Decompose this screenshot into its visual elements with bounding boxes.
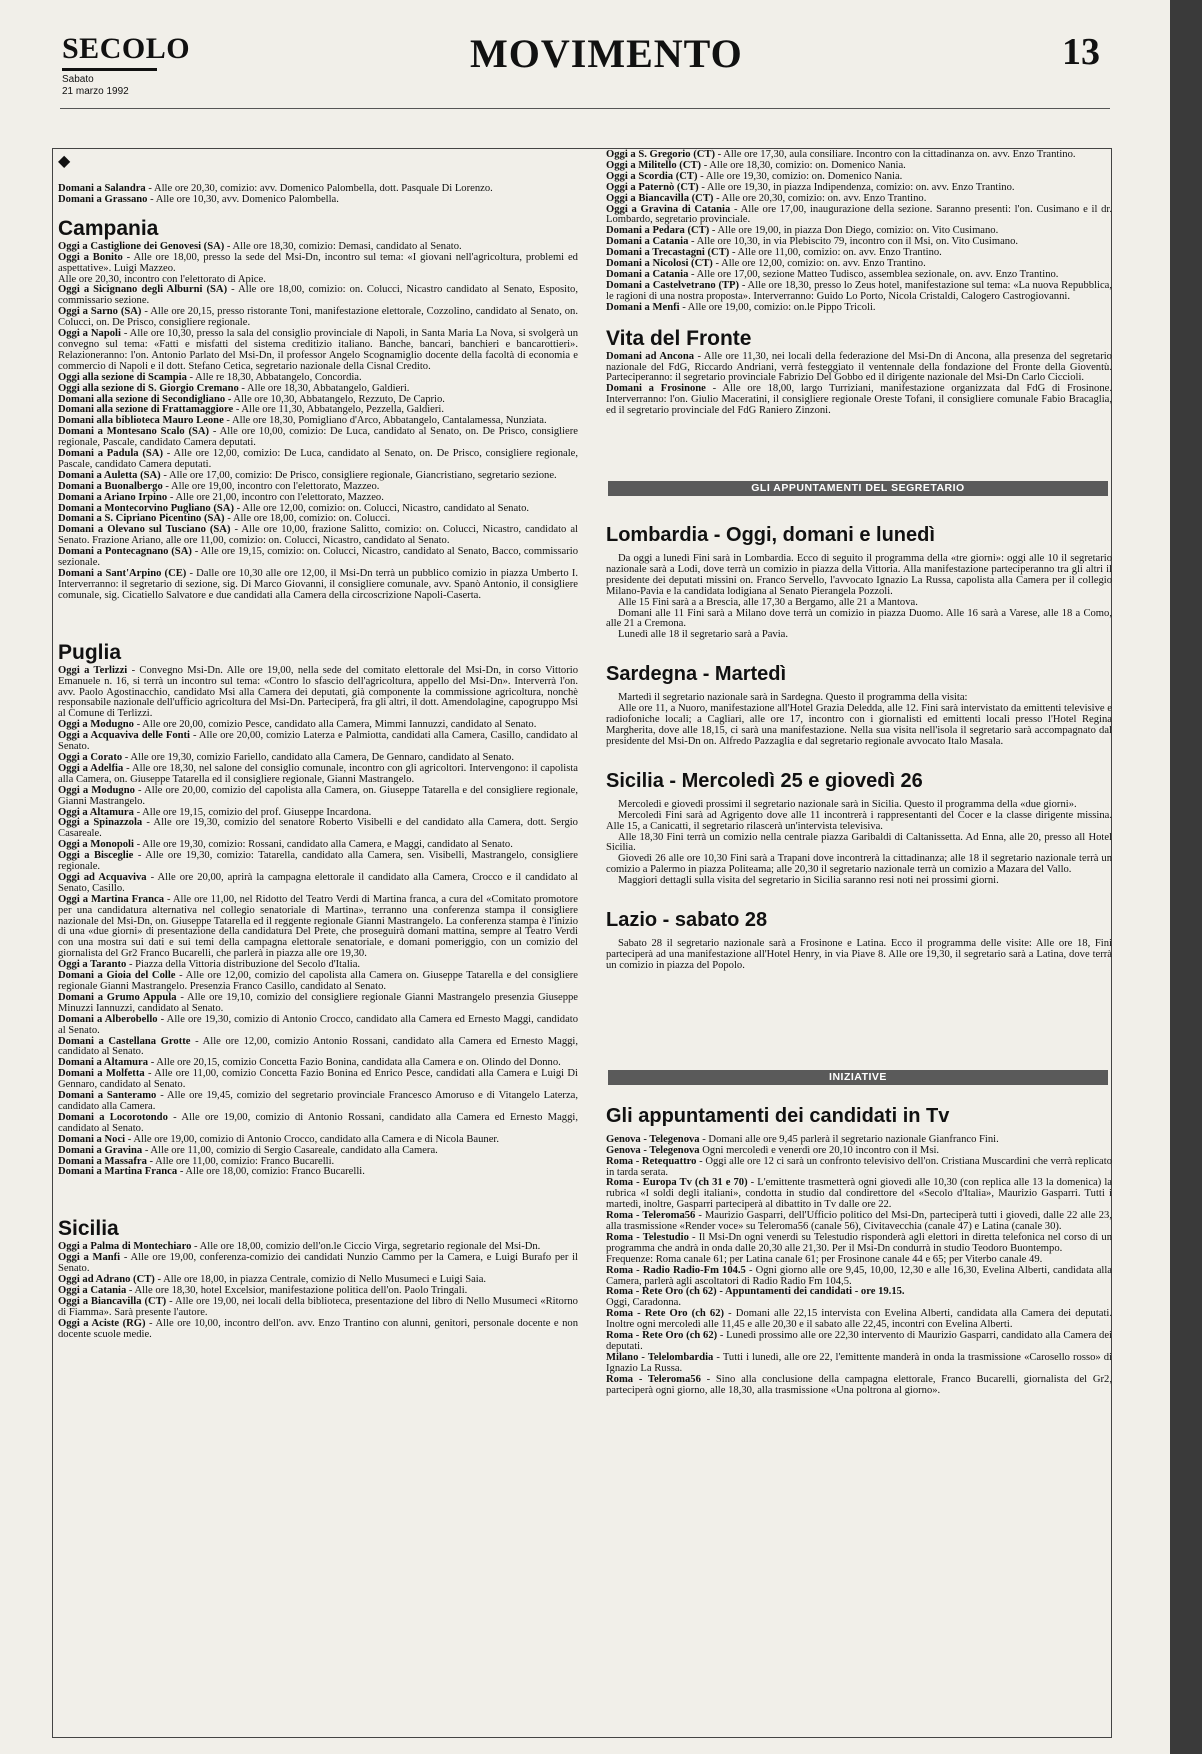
entry-text: - Alle ore 17,00, sezione Matteo Tudisco, assemblea sezionale, on. avv. Enzo Trantino. <box>688 268 1059 280</box>
entry-place: Oggi a Militello (CT) <box>606 159 702 171</box>
entry-text: - Alle ore 20,00, comizio Laterza e Palmiotta, candidati alla Camera, Casillo, candidato al Senato. <box>58 730 578 753</box>
entry-place: Domani a Grumo Appula <box>58 991 177 1003</box>
entry-place: Roma - Teleroma56 <box>606 1210 696 1222</box>
entry-place: Oggi a Manfi <box>58 1252 121 1264</box>
entry-place: Oggi a Monopoli <box>58 839 134 851</box>
entry-text: - Alle ore 19,00, comizio: on.le Pippo Tricoli. <box>679 301 876 313</box>
entry-text: - Alle ore 20,00, comizio del capolista alla Camera, on. Giuseppe Tatarella e del consigliere regionale, Gianni Mastrangelo. <box>58 784 579 807</box>
entry-text: Oggi, Caradonna. <box>606 1297 682 1309</box>
listing-entry <box>58 525 578 547</box>
listing-entry <box>58 818 578 840</box>
entry-place: Oggi a Biancavilla (CT) <box>58 1295 167 1307</box>
masthead-underline <box>62 68 157 71</box>
page-number: 13 <box>1062 31 1100 73</box>
entry-place: Oggi a Modugno <box>58 784 135 796</box>
entry-text: - Alle ore 19,15, comizio del prof. Giuseppe Incardona. <box>133 806 372 818</box>
listing-entry <box>606 303 1112 314</box>
entry-text: - Alle ore 17,30, aula consiliare. Incontro con la cittadinanza on. avv. Enzo Trantino. <box>714 149 1076 160</box>
entry-text: - Alle ore 19,00, in piazza Don Diego, comizio: on. Vito Cusimano. <box>709 225 999 237</box>
entry-place: Oggi a Palma di Montechiaro <box>58 1241 192 1253</box>
entry-text: - Maurizio Gasparri, dell'Ufficio politico del Msi-Dn, parteciperà tutti i giovedì, dalle 22 alle 23, alla trasmissione «Render voce» su Teleroma56 (canale 56), Civitavecchia (canale 47) e Latina (canale 30). <box>606 1210 1112 1233</box>
listing-entry <box>58 1037 578 1059</box>
entry-place: Oggi a Bonito <box>58 251 123 263</box>
entry-text: - Alle ore 19,00, incontro con l'elettorato, Mazzeo. <box>162 480 380 492</box>
listing-entry <box>606 1157 1112 1179</box>
entry-text: - Domani alle ore 9,45 parlerà il segretario nazionale Gianfranco Fini. <box>699 1133 999 1145</box>
vita-title: Vita del Fronte <box>606 326 752 350</box>
entry-place: Domani a Catania <box>606 236 689 248</box>
entry-place: Roma - Rete Oro (ch 62) - Appuntamenti dei candidati - ore 19.15. <box>606 1286 905 1298</box>
entry-place: Domani a Frosinone <box>606 383 706 395</box>
entry-text: - Alle ore 21,00, incontro con l'elettorato, Mazzeo. <box>167 491 384 503</box>
listing-entry <box>58 1015 578 1037</box>
date-day: Sabato <box>62 74 94 85</box>
listing-entry <box>58 427 578 449</box>
entry-place: Oggi a Modugno <box>58 719 134 731</box>
segretario-paragraph: Maggiori dettagli sulla visita del segretario in Sicilia saranno resi noti nei prossimi giorni. <box>618 875 999 887</box>
section-title: MOVIMENTO <box>470 31 743 76</box>
entry-place: Oggi a Martina Franca <box>58 893 164 905</box>
page-header <box>60 22 1110 100</box>
entry-text: - Il Msi-Dn ogni venerdì su Telestudio risponderà agli elettori in diretta telefonica nel corso di un programma che andrà in onda dalle 20,30 alle 21,30. Per il Msi-Dn condurrà in studio Teodoro Buontempo. <box>606 1231 1112 1254</box>
entry-place: Domani a Gravina <box>58 1144 143 1156</box>
right-column <box>606 150 1112 1397</box>
entry-place: Domani alla sezione di Secondigliano <box>58 393 226 405</box>
entry-place: Domani a Martina Franca <box>58 1166 178 1178</box>
header-rule <box>60 108 1110 109</box>
entry-text: - Piazza della Vittoria distribuzione del Secolo d'Italia. <box>126 959 361 971</box>
entry-place: Oggi alla sezione di Scampia <box>58 371 187 383</box>
entry-text: - Alle ore 18,00, in piazza Centrale, comizio di Nello Musumeci e Luigi Saia. <box>154 1274 487 1286</box>
left-column <box>58 150 578 1340</box>
entry-place: Domani alla sezione di Frattamaggiore <box>58 404 234 416</box>
segretario-heading: Lombardia - Oggi, domani e lunedì <box>606 524 935 547</box>
entry-place: Domani a Sant'Arpino (CE) <box>58 568 187 579</box>
entry-text: - Alle ore 18,00, comizio: Franco Bucarelli. <box>177 1166 365 1178</box>
entry-text: - Alle ore 20,30, comizio: avv. Domenico Palombella, dott. Pasquale Di Lorenzo. <box>145 183 493 194</box>
entry-place: Genova - Telegenova <box>606 1133 700 1145</box>
entry-text: - Alle ore 12,00, comizio Antonio Rossani, candidato alla Camera ed Ernesto Maggi, candidato al Senato. <box>58 1035 578 1058</box>
entry-text: - Alle ore 20,00, aprirà la campagna elettorale il candidato alla Camera, Crocco e il candidato al Senato, Casillo. <box>58 871 579 894</box>
entry-place: Milano - Telelombardia <box>606 1351 714 1363</box>
entry-text: - Alle ore 18,00, comizio: on. Colucci, Nicastro candidato al Senato, Esposito, commissario sezione. <box>58 284 578 307</box>
entry-place: Roma - Europa Tv (ch 31 e 70) <box>606 1177 748 1189</box>
entry-place: Domani a Montesano Scalo (SA) <box>58 426 210 438</box>
entry-text: - Alle ore 11,00, comizio Concetta Fazio Bonina ed Enrico Pesce, candidati alla Camera e Luigi Di Gennaro, candidato al Senato. <box>58 1068 578 1091</box>
entry-place: Domani a Pedara (CT) <box>606 225 710 237</box>
segretario-heading: Lazio - sabato 28 <box>606 909 768 932</box>
entry-text: - Alle ore 18,30, comizio: on. Domenico Nania. <box>701 159 906 171</box>
listing-entry <box>606 1375 1112 1397</box>
diamond-bullet-icon: ◆ <box>58 153 71 170</box>
entry-place: Domani a Montecorvino Pugliano (SA) <box>58 502 234 514</box>
entry-text: Alle ore 20,30, incontro con l'elettorato di Apice. <box>58 273 266 285</box>
segretario-paragraph: Domani alle 11 Fini sarà a Milano dove terrà un comizio in piazza Duomo. Alle 16 sarà a Varese, alle 18 a Como, alle 21 a Cremona. <box>606 607 1112 630</box>
regions <box>58 218 578 1341</box>
listing-entry <box>58 449 578 471</box>
entry-place: Domani a Ariano Irpino <box>58 491 168 503</box>
segretario-paragraph: Alle ore 11, a Nuoro, manifestazione all'Hotel Grazia Deledda, alle 12. Fini sarà intervistato da emittenti televisive e radiofoniche locali; a Cagliari, alle ore 17, incontro con i giornalisti ed emittenti locali presso l'Hotel Regina Margherita, dove alle 18,15, ci sarà una manifestazione. Nella sua visita nell'isola il segretario sarà accompagnato dal presidente del Msi-Dn on. Alfredo Pazzaglia e dal segretario regionale avvocato Italo Masala. <box>606 703 1112 747</box>
listing-entry <box>58 851 578 873</box>
entry-text: - Alle ore 18,30, comizio: Demasi, candidato al Senato. <box>224 240 462 252</box>
listing-entry <box>606 1287 1112 1298</box>
entry-text: - Alle ore 10,00, frazione Salitto, comizio: on. Colucci, Nicastro, candidato al Senato. Frazione Ariano, alle ore 11,00, comizio: on. Colucci, Nicastro, candidato al Senato. <box>58 524 578 547</box>
entry-place: Oggi a Bisceglie <box>58 850 134 862</box>
entry-place: Oggi ad Adrano (CT) <box>58 1274 155 1286</box>
entry-place: Domani alla biblioteca Mauro Leone <box>58 415 224 427</box>
entry-place: Domani a Castelvetrano (TP) <box>606 279 740 291</box>
entry-text: - Alle ore 20,30, comizio: on. avv. Enzo Trantino. <box>713 192 927 204</box>
entry-text: - Alle ore 19,30, comizio del senatore Roberto Visibelli e del candidato alla Camera, dott. Sergio Casareale. <box>58 817 578 840</box>
entry-text: - Alle ore 12,00, comizio: on. avv. Enzo Trantino. <box>712 258 926 270</box>
entry-place: Domani a Trecastagni (CT) <box>606 247 730 259</box>
listing-entry <box>58 1167 578 1178</box>
listing-entry <box>58 1297 578 1319</box>
tv-title: Gli appuntamenti dei candidati in Tv <box>606 1104 950 1127</box>
entry-place: Oggi a Paternò (CT) <box>606 181 699 193</box>
entry-text: - Alle ore 19,00, conferenza-comizio dei candidati Nunzio Cammo per la Camera, e Luigi Burafo per il Senato. <box>58 1252 578 1275</box>
entry-text: - Alle ore 11,30, nei locali della federazione del Msi-Dn di Ancona, alla presenza del segretario nazionale del FdG, Riccardo Andriani, verrà festeggiato il ventennale della fondazione del Fronte della Gioventù. Parteciperanno: il segretario provinciale Fabrizio Del Gobbo ed il dirigente nazionale del Msi-Dn Carlo Ciccioli. <box>606 350 1112 384</box>
entry-place: Oggi a Adelfia <box>58 762 124 774</box>
entry-text: - Oggi alle ore 12 ci sarà un confronto televisivo dell'on. Cristiana Muscardini che verrà replicato in tarda serata. <box>606 1155 1112 1178</box>
segretario-section <box>606 524 1112 972</box>
entry-text: - Alle ore 12,00, comizio del capolista alla Camera on. Giuseppe Tatarella e del consigliere regionale Gianni Mastrangelo. Presenzia Franco Casillo, candidato al Senato. <box>58 970 579 992</box>
listing-entry <box>58 329 578 373</box>
scan-edge <box>1170 0 1202 1754</box>
entry-text: - Alle ore 19,30, comizio: Rossani, candidato alla Camera, e Maggi, candidato al Senato. <box>133 839 513 851</box>
entry-text: - Alle ore 18,00, comizio: on. Colucci. <box>224 513 391 525</box>
region-heading: Campania <box>58 216 159 240</box>
entry-place: Oggi a Aciste (RG) <box>58 1317 146 1329</box>
listing-entry <box>58 1113 578 1135</box>
entry-text: - Alle ore 11,00, comizio: on. avv. Enzo Trantino. <box>729 247 942 259</box>
listing-entry <box>606 1331 1112 1353</box>
entry-place: Domani a Salandra <box>58 183 146 194</box>
entry-place: Roma - Teleroma56 <box>606 1373 701 1385</box>
listing-entry <box>58 1069 578 1091</box>
segretario-paragraph: Sabato 28 il segretario nazionale sarà a Frosinone e Latina. Ecco il programma delle visite: Alle ore 18, Fini parteciperà ad una manifestazione all'Hotel Henry, in via Piave 8. Alle ore 19,30, il segretario sarà a Latina, dove terrà un comizio in piazza del Popolo. <box>606 938 1112 971</box>
listing-entry <box>58 666 578 721</box>
segretario-heading: Sicilia - Mercoledì 25 e giovedì 26 <box>606 769 923 792</box>
entry-place: Domani a Santeramo <box>58 1090 157 1102</box>
entry-place: Domani a Grassano <box>58 193 148 205</box>
listing-entry <box>58 307 578 329</box>
entry-text: - Alle ore 18,30, Pomigliano d'Arco, Abbatangelo, Cantalamessa, Nunziata. <box>223 415 547 427</box>
entry-text: - Alle ore 10,30, in via Plebiscito 79, incontro con il Msi, on. Vito Cusimano. <box>688 236 1019 248</box>
listing-entry <box>606 205 1112 227</box>
entry-place: Roma - Radio Radio-Fm 104.5 <box>606 1264 746 1276</box>
listing-entry <box>58 285 578 307</box>
entry-text: - Alle ore 11,30, Abbatangelo, Pezzella, Galdieri. <box>233 404 444 416</box>
entry-text: - Alle ore 20,15, presso ristorante Toni, manifestazione elettorale, Cozzolino, candidato al Senato, on. Colucci, on. De Prisco, consigliere regionale. <box>58 306 578 329</box>
listing-entry <box>606 1211 1112 1233</box>
date-full: 21 marzo 1992 <box>62 86 129 97</box>
listing-entry <box>606 384 1112 417</box>
entry-text: - Alle ore 18,30, nel salone del consiglio comunale, incontro con gli agricoltori. Intervengono: il capolista alla Camera, on. Giuseppe Tatarella ed il consigliere regionale, Gianni Mastrangelo. <box>58 762 578 785</box>
entry-text: - Alle ore 18,30, hotel Excelsior, manifestazione politica dell'on. Paolo Tringali. <box>126 1284 468 1296</box>
listing-entry <box>58 1319 578 1341</box>
entry-place: Oggi a S. Gregorio (CT) <box>606 149 715 160</box>
listing-entry <box>606 1178 1112 1211</box>
entry-place: Roma - Rete Oro (ch 62) <box>606 1308 725 1320</box>
entry-text: - Alle ore 19,10, comizio del consigliere regionale Gianni Mastrangelo presenzia Giuseppe Minuzzi Iannuzzi, candidato al Senato. <box>58 991 578 1014</box>
entry-text: - Lunedì prossimo alle ore 22,30 intervento di Maurizio Gasparri, candidato alla Camera dei deputati. <box>606 1330 1112 1352</box>
entry-place: Domani a Alberobello <box>58 1013 158 1025</box>
listing-entry <box>58 195 578 206</box>
entry-place: Genova - Telegenova <box>606 1144 700 1156</box>
listing-entry <box>58 764 578 786</box>
entry-place: Oggi a Scordia (CT) <box>606 170 698 182</box>
band-iniziative: INIZIATIVE <box>608 1070 1108 1085</box>
listing-entry <box>58 731 578 753</box>
listing-entry <box>606 1266 1112 1288</box>
segretario-paragraph: Alle 15 Fini sarà a a Brescia, alle 17,30 a Bergamo, alle 21 a Mantova. <box>618 596 918 608</box>
listing-entry <box>58 895 578 960</box>
entry-place: Oggi a Sicignano degli Alburni (SA) <box>58 284 228 296</box>
entry-place: Domani a Gioia del Colle <box>58 970 176 982</box>
entry-place: Domani a Padula (SA) <box>58 448 163 460</box>
listing-entry <box>58 971 578 993</box>
entry-place: Roma - Rete Oro (ch 62) <box>606 1330 718 1342</box>
listing-entry <box>606 281 1112 303</box>
listing-entry <box>58 993 578 1015</box>
entry-text: - Alle ore 18,00, comizio dell'on.le Ciccio Virga, segretario regionale del Msi-Dn. <box>191 1241 541 1253</box>
entry-place: Domani a Nicolosi (CT) <box>606 258 713 270</box>
entry-text: - Alle ore 20,00, comizio Pesce, candidato alla Camera, Mimmi Iannuzzi, candidato al Senato. <box>133 719 537 731</box>
entry-text: - Alle ore 19,00, comizio di Antonio Crocco, candidato alla Camera e di Nicola Bauner. <box>125 1133 500 1145</box>
entry-text: - Alle ore 10,30, Abbatangelo, Rezzuto, De Caprio. <box>225 393 445 405</box>
band-segretario: GLI APPUNTAMENTI DEL SEGRETARIO <box>608 481 1108 496</box>
entry-text: - Alle ore 19,15, comizio: on. Colucci, Nicastro, candidato al Senato, Bacco, commissario sezionale. <box>58 546 578 569</box>
entry-text: - Alle ore 12,00, comizio: De Luca, candidato al Senato, on. De Prisco, consigliere regionale, Pascale, candidato Camera deputati. <box>58 448 578 470</box>
entry-text: - Alle ore 10,00, comizio: De Luca, candidato al Senato, on. De Prisco, consigliere regionale, Pascale, candidato Camera deputati. <box>58 426 578 449</box>
entry-text: - Alle ore 11,00, nel Ridotto del Teatro Verdi di Martina franca, a cura del «Comitato promotore per una candidatura alternativa nel collegio senatoriale di Martina», terranno una conferenza stampa il consigliere nazionale del Msi-Dn, on. Giuseppe Tatarella ed il reggente regionale Gianni Mastrangelo. La conferenza stampa è l'inizio di una «due giorni» di presentazione della candidatura Del Prete, che proseguirà domani mattina, sempre al Teatro Verdi con una mostra sui dati e sui temi della campagna elettorale senatoriale, e domani pomeriggio, con un comizio del giornalista del Gr2 Franco Bucarelli, che parlerà in piazza alle ore 19,30. <box>58 893 578 960</box>
entry-place: Domani a Locorotondo <box>58 1111 168 1123</box>
entry-text: - Alle ore 19,30, comizio: on. Domenico Nania. <box>697 170 903 182</box>
listing-entry <box>58 569 578 602</box>
entry-text: - Alle ore 11,00, comizio di Sergio Casareale, candidato alla Camera. <box>142 1144 438 1156</box>
entry-place: Domani a Olevano sul Tusciano (SA) <box>58 524 231 536</box>
listing-entry <box>58 547 578 569</box>
listing-entry <box>606 352 1112 385</box>
entry-text: Frequenze: Roma canale 61; per Latina canale 61; per Frosinone canale 44 e 65; per Viterbo canale 49. <box>606 1253 1043 1265</box>
entry-place: Domani a Altamura <box>58 1057 149 1069</box>
entry-place: Oggi a Castiglione dei Genovesi (SA) <box>58 240 225 252</box>
entry-text: - Alle ore 10,30, avv. Domenico Palombella. <box>147 193 339 205</box>
entry-place: Oggi a Taranto <box>58 959 127 971</box>
entry-place: Oggi a Terlizzi <box>58 664 128 676</box>
entry-place: Domani a Buonalbergo <box>58 480 163 492</box>
entry-place: Oggi a Corato <box>58 751 123 763</box>
entry-place: Roma - Telestudio <box>606 1231 689 1243</box>
entry-place: Oggi alla sezione di S. Giorgio Cremano <box>58 382 239 394</box>
entry-text: - Alle ore 11,00, comizio: Franco Bucarelli. <box>146 1155 335 1167</box>
entry-text: - Alle ore 18,30, presso lo Zeus hotel, manifestazione sul tema: «La nuova Repubblica, le ragioni di una nostra proposta». Interverranno: Guido Lo Porto, Nicola Cristaldi, Calogero Castrogiovanni. <box>606 279 1112 302</box>
entry-text: - Alle ore 17,00, comizio: De Prisco, consigliere regionale, Giancristiano, segretario sezione. <box>160 469 557 481</box>
entry-text: - Alle ore 19,30, comizio: Tatarella, candidato alla Camera, sen. Visibelli, Mastrangelo, consigliere regionale. <box>58 850 578 873</box>
entry-place: Roma - Retequattro <box>606 1155 697 1167</box>
entry-text: - Alle ore 10,30, presso la sala del consiglio provinciale di Napoli, in Santa Maria La Nova, si svolgerà un convegno sul tema: «Fatti e misfatti del sistema creditizio italiano. Banche, bancari, banchieri e bancarottieri». Relazioneranno: l'on. Antonio Parlato del Msi-Dn, il professor Angelo Scognamiglio docente della facoltà di economia e commercio di Napoli e il dott. Stefano Cetica, segretario nazionale della Cisnal Credito. <box>58 328 578 372</box>
entry-place: Oggi a Altamura <box>58 806 134 818</box>
entry-place: Oggi a Gravina di Catania <box>606 203 731 215</box>
vita-entries <box>606 352 1112 417</box>
entry-place: Domani a Pontecagnano (SA) <box>58 546 192 558</box>
segretario-paragraph: Mercoledì e giovedì prossimi il segretario nazionale sarà in Sicilia. Questo il programma della «due giorni». <box>618 798 1077 810</box>
entry-text: - Alle ore 20,15, comizio Concetta Fazio Bonina, candidata alla Camera e on. Olindo del Donno. <box>148 1057 561 1069</box>
segretario-paragraph: Mercoledì Fini sarà ad Agrigento dove alle 11 incontrerà i rappresentanti del Cocer e la classe dirigente missina. Alle 15, a Canicattì, il segretario rilascerà un'intervista televisiva. <box>606 809 1112 832</box>
entry-place: Domani a S. Cipriano Picentino (SA) <box>58 513 225 525</box>
entry-text: - Alle ore 19,30, in piazza Indipendenza, comizio: on. avv. Enzo Trantino. <box>698 181 1015 193</box>
listing-entry <box>606 1353 1112 1375</box>
entry-text: - Alle re 18,30, Abbatangelo, Concordia. <box>186 371 362 383</box>
entry-text: - Alle ore 10,00, incontro dell'on. avv. Enzo Trantino con alunni, genitori, personale docente e non docente scuole medie. <box>58 1317 578 1340</box>
entry-place: Oggi ad Acquaviva <box>58 871 147 883</box>
segretario-paragraph: Lunedì alle 18 il segretario sarà a Pavia. <box>618 629 789 641</box>
segretario-paragraph: Martedì il segretario nazionale sarà in Sardegna. Questo il programma della visita: <box>618 692 968 704</box>
entry-text: - Alle ore 17,00, inaugurazione della sezione. Saranno presenti: l'on. Cusimano e il dr. Lombardo, segretario provinciale. <box>606 203 1112 226</box>
entry-text: - Tutti i lunedì, alle ore 22, l'emittente manderà in onda la trasmissione «Carosello rosso» di Ignazio La Russa. <box>606 1351 1112 1374</box>
entry-text: - Alle ore 18,00, presso la sede del Msi-Dn, incontro sul tema: «I giovani nell'agricoltura, problemi ed aspettative». Luigi Mazzeo. <box>58 251 578 274</box>
entry-place: Oggi a Biancavilla (CT) <box>606 192 714 204</box>
listing-entry <box>58 873 578 895</box>
tv-entries <box>606 1135 1112 1397</box>
entry-place: Domani a Noci <box>58 1133 126 1145</box>
entry-text: - Domani alle 22,15 intervista con Evelina Alberti, candidata alla Camera dei deputati. Inoltre ogni mercoledì alle 11,45 e alle 20,30 e il sabato alle 22,45, incontri con Evelina Alberti. <box>606 1308 1112 1331</box>
entry-text: - Convegno Msi-Dn. Alle ore 19,00, nella sede del comitato elettorale del Msi-Dn, in corso Vittorio Emanuele n. 16, si terrà un incontro sul tema: «Contro lo sfascio dell'agricoltura, appello del Msi-Dn». Interverrà l'on. avv. Paolo Agostinacchio, candidato Msi alla Camera dei deputati, già componente la commissione agricoltura, nonchè responsabile nazionale dell'ufficio agricoltura del Msi-Dn. Parteciperà, fra gli altri, il dott. Amendolagine, capogruppo Msi al Comune di Terlizzi. <box>58 664 578 720</box>
entry-text: - L'emittente trasmetterà ogni giovedì alle 10,30 (con replica alle 13 la domenica) la rubrica «I soldi degli italiani», condotta in studio dal condirettore del «Secolo d'Italia», Maurizio Gasparri. Tutti i martedì, inoltre, Gasparri parteciperà al dibattito in Tv dalle ore 22. <box>606 1177 1112 1211</box>
listing-entry <box>58 253 578 275</box>
segretario-paragraph: Da oggi a lunedì Fini sarà in Lombardia. Ecco di seguito il programma della «tre giorni»: oggi alle 10 il segretario nazionale sarà a Lodi, dove terrà un comizio in piazza della Vittoria. Alla manifestazione parteciperanno tra gli altri il presidente dei deputati missini on. Franco Servello, l'avvocato Ignazio La Russa, capolista alla Camera per il collegio Milano-Pavia e la candidata lodigiana al Senato Pierangela Pozzoli. <box>606 553 1112 597</box>
entry-text: - Alle ore 19,00, comizio di Antonio Rossani, candidato alla Camera ed Ernesto Maggi, candidato al Senato. <box>58 1111 578 1134</box>
entry-text: - Alle ore 18,30, Abbatangelo, Galdieri. <box>238 382 410 394</box>
entry-text: - Dalle ore 10,30 alle ore 12,00, il Msi-Dn terrà un pubblico comizio in piazza Umberto I. Interverranno: il segretario di sezione, sig. Di Marco Giovanni, il consigliere comunale, avv. Spanò Antonio, il consigliere comunale, sig. Cicatiello Salvatore e due candidati alla Camera della circoscrizione Napoli-Caserta. <box>58 568 578 601</box>
entry-place: Oggi a Napoli <box>58 328 121 340</box>
region-heading: Puglia <box>58 640 122 664</box>
entry-text: - Alle ore 19,00, nei locali della biblioteca, presentazione del libro di Nello Musumeci «Ritorno di Fiamma». Sarà presente l'autore. <box>58 1295 578 1318</box>
listing-entry <box>58 1091 578 1113</box>
segretario-paragraph: Giovedì 26 alle ore 10,30 Fini sarà a Trapani dove incontrerà la cittadinanza; alle 18 il segretario nazionale terrà un comizio a Palermo in piazza Politeama; alle 20,30 il segretario nazionale terrà un comizio a Mazara del Vallo. <box>606 853 1112 876</box>
entry-place: Domani a Catania <box>606 268 689 280</box>
listing-entry <box>58 1253 578 1275</box>
entry-place: Domani a Massafra <box>58 1155 147 1167</box>
entry-place: Oggi a Sarno (SA) <box>58 306 142 318</box>
listing-entry <box>606 1233 1112 1255</box>
entry-place: Domani a Auletta (SA) <box>58 469 161 481</box>
entry-text: - Alle ore 19,30, comizio di Antonio Crocco, candidato alla Camera ed Ernesto Maggi, candidato al Senato. <box>58 1013 579 1036</box>
entry-place: Domani a Menfi <box>606 301 680 313</box>
listing-entry <box>606 1309 1112 1331</box>
segretario-heading: Sardegna - Martedì <box>606 663 787 686</box>
intro-entries <box>58 184 578 206</box>
entry-text: - Alle ore 19,45, comizio del segretario provinciale Francesco Amoruso e di Vitangelo Laterza, candidato alla Camera. <box>58 1090 578 1112</box>
entry-place: Oggi a Acquaviva delle Fonti <box>58 730 190 742</box>
segretario-paragraph: Alle 18,30 Fini terrà un comizio nella centrale piazza Garibaldi di Caltanissetta. Ad Enna, alle 20, presso all Hotel Sicilia. <box>606 831 1112 854</box>
masthead: SECOLO <box>62 32 191 65</box>
entry-place: Domani a Molfetta <box>58 1068 145 1080</box>
entry-text: - Alle ore 19,30, comizio Fariello, candidato alla Camera, De Gennaro, candidato al Senato. <box>122 751 514 763</box>
region-heading: Sicilia <box>58 1217 119 1241</box>
entry-place: Oggi a Catania <box>58 1284 127 1296</box>
entry-text: - Sino alla conclusione della campagna elettorale, Franco Bucarelli, giornalista del Gr2, parteciperà ogni giorno, alle 18,30, alla trasmissione «Una poltrona al giorno». <box>606 1373 1112 1396</box>
entry-place: Domani ad Ancona <box>606 350 695 362</box>
listing-entry <box>58 786 578 808</box>
entry-text: - Alle ore 18,00, largo Turriziani, manifestazione organizzata dal FdG di Frosinone. Interverranno: l'on. Giulio Maceratini, il consigliere regionale Oreste Tofani, il consigliere comunale Fabio Bracaglia, ed il segretario provinciale del FdG Raniero Zinzoni. <box>606 383 1113 417</box>
entry-place: Domani a Castellana Grotte <box>58 1035 191 1047</box>
entry-text: - Ogni giorno alle ore 9,45, 10,00, 12,30 e alle 16,30, Evelina Alberti, candidata alla Camera, parlerà agli ascoltatori di Radio Radio Fm 104,5. <box>606 1264 1112 1287</box>
top-entries <box>606 150 1112 314</box>
entry-text: Ogni mercoledì e venerdì ore 20,10 incontro con il Msi. <box>699 1144 940 1156</box>
entry-text: - Alle ore 12,00, comizio: on. Colucci, Nicastro, candidato al Senato. <box>233 502 530 514</box>
entry-place: Oggi a Spinazzola <box>58 817 143 829</box>
